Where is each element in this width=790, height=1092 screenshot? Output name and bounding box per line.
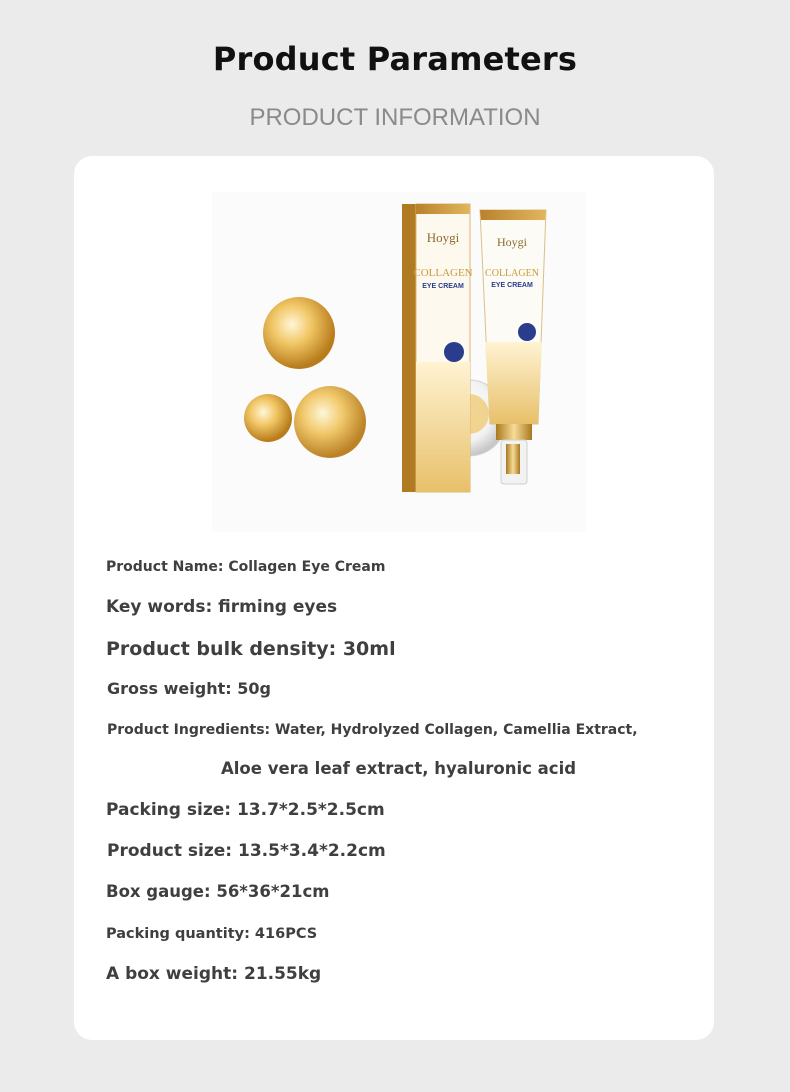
svg-text:Hoygi: Hoygi	[497, 235, 527, 249]
svg-text:Hoygi: Hoygi	[426, 230, 460, 245]
page-subtitle: PRODUCT INFORMATION	[249, 104, 541, 131]
param-gross-weight: Gross weight: 50g	[107, 679, 271, 698]
svg-text:EYE CREAM: EYE CREAM	[491, 282, 533, 289]
svg-text:COLLAGEN: COLLAGEN	[485, 268, 539, 279]
param-product-size: Product size: 13.5*3.4*2.2cm	[107, 841, 386, 861]
param-box-weight: A box weight: 21.55kg	[106, 964, 322, 984]
page-title: Product Parameters	[212, 40, 578, 78]
param-ingredients: Product Ingredients: Water, Hydrolyzed Collagen, Camellia Extract,	[107, 722, 638, 738]
product-parameters	[74, 156, 714, 1040]
param-packing-quantity: Packing quantity: 416PCS	[106, 926, 318, 942]
param-bulk-density: Product bulk density: 30ml	[106, 638, 396, 660]
svg-text:COLLAGEN: COLLAGEN	[413, 267, 473, 279]
param-box-gauge: Box gauge: 56*36*21cm	[106, 882, 330, 901]
product-info-card	[74, 156, 714, 1040]
param-packing-size: Packing size: 13.7*2.5*2.5cm	[106, 800, 385, 820]
param-product-name: Product Name: Collagen Eye Cream	[106, 559, 386, 575]
param-keywords: Key words: firming eyes	[106, 597, 338, 617]
svg-text:EYE CREAM: EYE CREAM	[422, 283, 464, 290]
param-ingredients-cont: Aloe vera leaf extract, hyaluronic acid	[221, 759, 577, 778]
